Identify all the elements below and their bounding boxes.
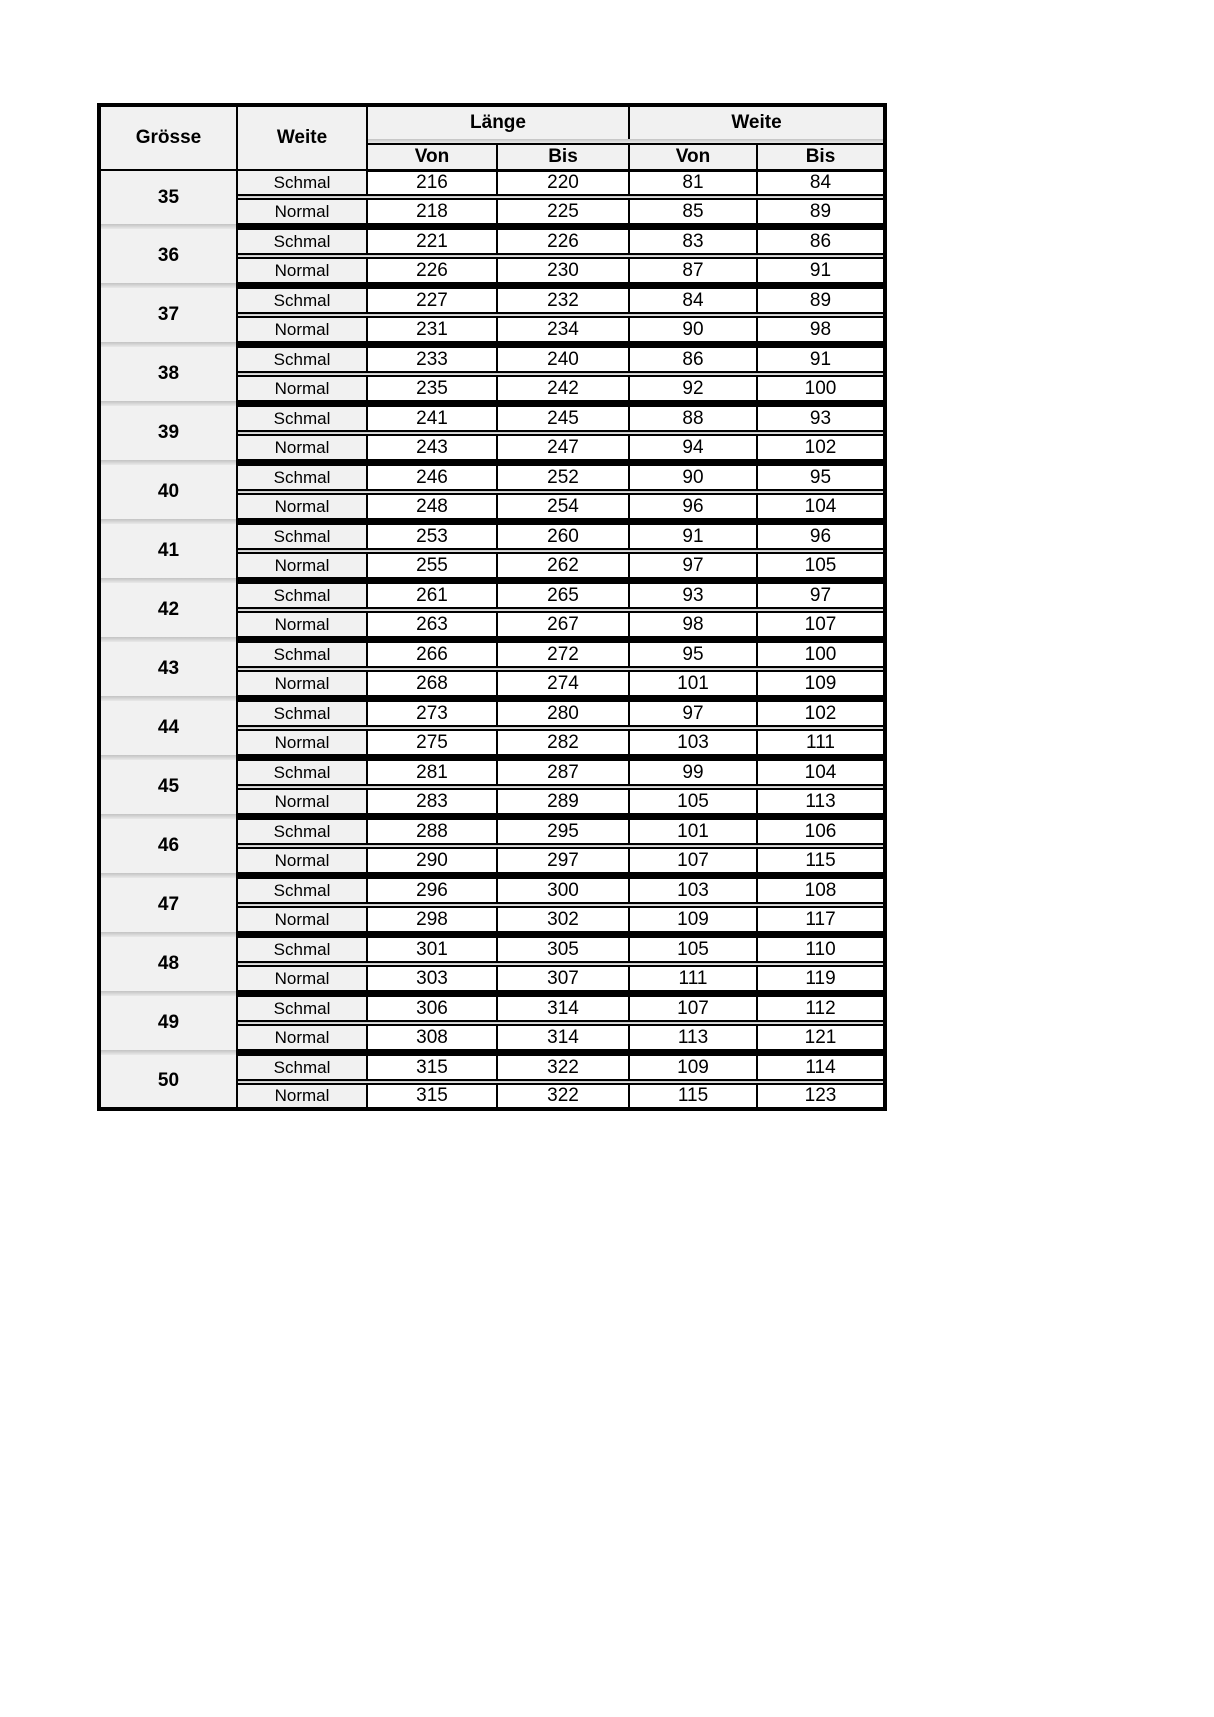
value-cell: 87 bbox=[629, 258, 757, 283]
size-cell: 45 bbox=[99, 760, 237, 814]
header-weite-bis: Bis bbox=[757, 144, 885, 170]
width-label-schmal: Schmal bbox=[237, 760, 367, 785]
value-cell: 101 bbox=[629, 671, 757, 696]
value-cell: 115 bbox=[757, 848, 885, 873]
value-cell: 290 bbox=[367, 848, 497, 873]
value-cell: 274 bbox=[497, 671, 629, 696]
value-cell: 107 bbox=[629, 848, 757, 873]
value-cell: 103 bbox=[629, 878, 757, 903]
value-cell: 315 bbox=[367, 1084, 497, 1109]
value-cell: 314 bbox=[497, 996, 629, 1021]
header-weite: Weite bbox=[237, 105, 367, 170]
value-cell: 226 bbox=[367, 258, 497, 283]
size-cell: 36 bbox=[99, 229, 237, 283]
value-cell: 234 bbox=[497, 317, 629, 342]
value-cell: 104 bbox=[757, 494, 885, 519]
group-row-schmal bbox=[99, 937, 885, 962]
value-cell: 303 bbox=[367, 966, 497, 991]
value-cell: 305 bbox=[497, 937, 629, 962]
value-cell: 91 bbox=[629, 524, 757, 549]
value-cell: 108 bbox=[757, 878, 885, 903]
value-cell: 98 bbox=[629, 612, 757, 637]
value-cell: 103 bbox=[629, 730, 757, 755]
value-cell: 105 bbox=[757, 553, 885, 578]
size-cell: 40 bbox=[99, 465, 237, 519]
group-row-schmal bbox=[99, 996, 885, 1021]
width-label-normal: Normal bbox=[237, 199, 367, 224]
header-laenge-von: Von bbox=[367, 144, 497, 170]
group-row-schmal bbox=[99, 170, 885, 195]
value-cell: 114 bbox=[757, 1055, 885, 1080]
value-cell: 255 bbox=[367, 553, 497, 578]
value-cell: 95 bbox=[757, 465, 885, 490]
width-label-schmal: Schmal bbox=[237, 524, 367, 549]
value-cell: 100 bbox=[757, 642, 885, 667]
value-cell: 218 bbox=[367, 199, 497, 224]
width-label-schmal: Schmal bbox=[237, 229, 367, 254]
size-cell: 50 bbox=[99, 1055, 237, 1109]
value-cell: 295 bbox=[497, 819, 629, 844]
group-row-schmal bbox=[99, 465, 885, 490]
value-cell: 252 bbox=[497, 465, 629, 490]
value-cell: 112 bbox=[757, 996, 885, 1021]
value-cell: 296 bbox=[367, 878, 497, 903]
size-cell: 44 bbox=[99, 701, 237, 755]
width-label-schmal: Schmal bbox=[237, 406, 367, 431]
size-cell: 37 bbox=[99, 288, 237, 342]
value-cell: 92 bbox=[629, 376, 757, 401]
value-cell: 113 bbox=[629, 1025, 757, 1050]
value-cell: 101 bbox=[629, 819, 757, 844]
value-cell: 306 bbox=[367, 996, 497, 1021]
value-cell: 105 bbox=[629, 937, 757, 962]
value-cell: 268 bbox=[367, 671, 497, 696]
value-cell: 298 bbox=[367, 907, 497, 932]
width-label-normal: Normal bbox=[237, 730, 367, 755]
value-cell: 227 bbox=[367, 288, 497, 313]
value-cell: 94 bbox=[629, 435, 757, 460]
value-cell: 267 bbox=[497, 612, 629, 637]
size-cell: 38 bbox=[99, 347, 237, 401]
group-row-schmal bbox=[99, 760, 885, 785]
value-cell: 104 bbox=[757, 760, 885, 785]
group-row-schmal bbox=[99, 1055, 885, 1080]
value-cell: 322 bbox=[497, 1084, 629, 1109]
value-cell: 107 bbox=[629, 996, 757, 1021]
width-label-normal: Normal bbox=[237, 376, 367, 401]
value-cell: 113 bbox=[757, 789, 885, 814]
value-cell: 99 bbox=[629, 760, 757, 785]
value-cell: 289 bbox=[497, 789, 629, 814]
value-cell: 109 bbox=[629, 907, 757, 932]
width-label-normal: Normal bbox=[237, 317, 367, 342]
value-cell: 91 bbox=[757, 347, 885, 372]
width-label-schmal: Schmal bbox=[237, 642, 367, 667]
value-cell: 308 bbox=[367, 1025, 497, 1050]
value-cell: 232 bbox=[497, 288, 629, 313]
value-cell: 300 bbox=[497, 878, 629, 903]
value-cell: 115 bbox=[629, 1084, 757, 1109]
size-chart-table bbox=[97, 103, 887, 1111]
size-cell: 46 bbox=[99, 819, 237, 873]
value-cell: 111 bbox=[757, 730, 885, 755]
value-cell: 225 bbox=[497, 199, 629, 224]
value-cell: 315 bbox=[367, 1055, 497, 1080]
value-cell: 314 bbox=[497, 1025, 629, 1050]
value-cell: 93 bbox=[629, 583, 757, 608]
width-label-schmal: Schmal bbox=[237, 583, 367, 608]
value-cell: 97 bbox=[757, 583, 885, 608]
value-cell: 86 bbox=[629, 347, 757, 372]
value-cell: 216 bbox=[367, 170, 497, 195]
value-cell: 282 bbox=[497, 730, 629, 755]
width-label-schmal: Schmal bbox=[237, 347, 367, 372]
value-cell: 96 bbox=[629, 494, 757, 519]
width-label-schmal: Schmal bbox=[237, 819, 367, 844]
value-cell: 121 bbox=[757, 1025, 885, 1050]
value-cell: 119 bbox=[757, 966, 885, 991]
value-cell: 90 bbox=[629, 317, 757, 342]
group-row-schmal bbox=[99, 642, 885, 667]
width-label-normal: Normal bbox=[237, 907, 367, 932]
value-cell: 287 bbox=[497, 760, 629, 785]
width-label-schmal: Schmal bbox=[237, 996, 367, 1021]
width-label-schmal: Schmal bbox=[237, 937, 367, 962]
header-laenge-group: Länge bbox=[367, 105, 629, 139]
value-cell: 273 bbox=[367, 701, 497, 726]
size-cell: 35 bbox=[99, 170, 237, 224]
value-cell: 117 bbox=[757, 907, 885, 932]
value-cell: 260 bbox=[497, 524, 629, 549]
header-groesse: Grösse bbox=[99, 105, 237, 170]
value-cell: 253 bbox=[367, 524, 497, 549]
value-cell: 95 bbox=[629, 642, 757, 667]
group-row-schmal bbox=[99, 288, 885, 313]
value-cell: 107 bbox=[757, 612, 885, 637]
value-cell: 102 bbox=[757, 435, 885, 460]
size-cell: 39 bbox=[99, 406, 237, 460]
group-row-schmal bbox=[99, 583, 885, 608]
width-label-normal: Normal bbox=[237, 494, 367, 519]
value-cell: 90 bbox=[629, 465, 757, 490]
value-cell: 262 bbox=[497, 553, 629, 578]
width-label-normal: Normal bbox=[237, 966, 367, 991]
value-cell: 83 bbox=[629, 229, 757, 254]
value-cell: 84 bbox=[629, 288, 757, 313]
width-label-schmal: Schmal bbox=[237, 288, 367, 313]
value-cell: 220 bbox=[497, 170, 629, 195]
value-cell: 109 bbox=[629, 1055, 757, 1080]
value-cell: 96 bbox=[757, 524, 885, 549]
width-label-schmal: Schmal bbox=[237, 1055, 367, 1080]
value-cell: 301 bbox=[367, 937, 497, 962]
value-cell: 240 bbox=[497, 347, 629, 372]
value-cell: 91 bbox=[757, 258, 885, 283]
size-cell: 47 bbox=[99, 878, 237, 932]
value-cell: 100 bbox=[757, 376, 885, 401]
width-label-schmal: Schmal bbox=[237, 465, 367, 490]
value-cell: 248 bbox=[367, 494, 497, 519]
header-group-row bbox=[99, 105, 885, 139]
value-cell: 84 bbox=[757, 170, 885, 195]
width-label-normal: Normal bbox=[237, 612, 367, 637]
value-cell: 98 bbox=[757, 317, 885, 342]
value-cell: 265 bbox=[497, 583, 629, 608]
value-cell: 93 bbox=[757, 406, 885, 431]
table-header bbox=[99, 105, 885, 170]
value-cell: 297 bbox=[497, 848, 629, 873]
width-label-normal: Normal bbox=[237, 553, 367, 578]
size-cell: 43 bbox=[99, 642, 237, 696]
value-cell: 221 bbox=[367, 229, 497, 254]
value-cell: 233 bbox=[367, 347, 497, 372]
width-label-normal: Normal bbox=[237, 848, 367, 873]
value-cell: 281 bbox=[367, 760, 497, 785]
value-cell: 307 bbox=[497, 966, 629, 991]
width-label-normal: Normal bbox=[237, 671, 367, 696]
value-cell: 230 bbox=[497, 258, 629, 283]
width-label-normal: Normal bbox=[237, 1084, 367, 1109]
value-cell: 97 bbox=[629, 701, 757, 726]
value-cell: 241 bbox=[367, 406, 497, 431]
value-cell: 88 bbox=[629, 406, 757, 431]
value-cell: 86 bbox=[757, 229, 885, 254]
value-cell: 89 bbox=[757, 199, 885, 224]
value-cell: 97 bbox=[629, 553, 757, 578]
group-row-schmal bbox=[99, 229, 885, 254]
value-cell: 81 bbox=[629, 170, 757, 195]
size-cell: 48 bbox=[99, 937, 237, 991]
value-cell: 235 bbox=[367, 376, 497, 401]
value-cell: 123 bbox=[757, 1084, 885, 1109]
table-body bbox=[99, 170, 885, 1109]
value-cell: 283 bbox=[367, 789, 497, 814]
header-laenge-bis: Bis bbox=[497, 144, 629, 170]
header-weite-von: Von bbox=[629, 144, 757, 170]
value-cell: 110 bbox=[757, 937, 885, 962]
value-cell: 247 bbox=[497, 435, 629, 460]
width-label-normal: Normal bbox=[237, 789, 367, 814]
width-label-schmal: Schmal bbox=[237, 170, 367, 195]
width-label-schmal: Schmal bbox=[237, 878, 367, 903]
size-cell: 42 bbox=[99, 583, 237, 637]
group-row-schmal bbox=[99, 819, 885, 844]
value-cell: 254 bbox=[497, 494, 629, 519]
group-row-schmal bbox=[99, 347, 885, 372]
value-cell: 89 bbox=[757, 288, 885, 313]
value-cell: 226 bbox=[497, 229, 629, 254]
value-cell: 263 bbox=[367, 612, 497, 637]
value-cell: 261 bbox=[367, 583, 497, 608]
width-label-normal: Normal bbox=[237, 258, 367, 283]
value-cell: 102 bbox=[757, 701, 885, 726]
value-cell: 245 bbox=[497, 406, 629, 431]
size-cell: 41 bbox=[99, 524, 237, 578]
group-row-schmal bbox=[99, 524, 885, 549]
value-cell: 275 bbox=[367, 730, 497, 755]
value-cell: 105 bbox=[629, 789, 757, 814]
value-cell: 246 bbox=[367, 465, 497, 490]
value-cell: 272 bbox=[497, 642, 629, 667]
width-label-schmal: Schmal bbox=[237, 701, 367, 726]
value-cell: 280 bbox=[497, 701, 629, 726]
value-cell: 242 bbox=[497, 376, 629, 401]
header-weite-group: Weite bbox=[629, 105, 885, 139]
width-label-normal: Normal bbox=[237, 435, 367, 460]
value-cell: 243 bbox=[367, 435, 497, 460]
value-cell: 266 bbox=[367, 642, 497, 667]
value-cell: 111 bbox=[629, 966, 757, 991]
group-row-schmal bbox=[99, 878, 885, 903]
value-cell: 109 bbox=[757, 671, 885, 696]
group-row-schmal bbox=[99, 406, 885, 431]
width-label-normal: Normal bbox=[237, 1025, 367, 1050]
value-cell: 302 bbox=[497, 907, 629, 932]
value-cell: 231 bbox=[367, 317, 497, 342]
group-row-schmal bbox=[99, 701, 885, 726]
value-cell: 106 bbox=[757, 819, 885, 844]
size-cell: 49 bbox=[99, 996, 237, 1050]
value-cell: 322 bbox=[497, 1055, 629, 1080]
value-cell: 288 bbox=[367, 819, 497, 844]
value-cell: 85 bbox=[629, 199, 757, 224]
